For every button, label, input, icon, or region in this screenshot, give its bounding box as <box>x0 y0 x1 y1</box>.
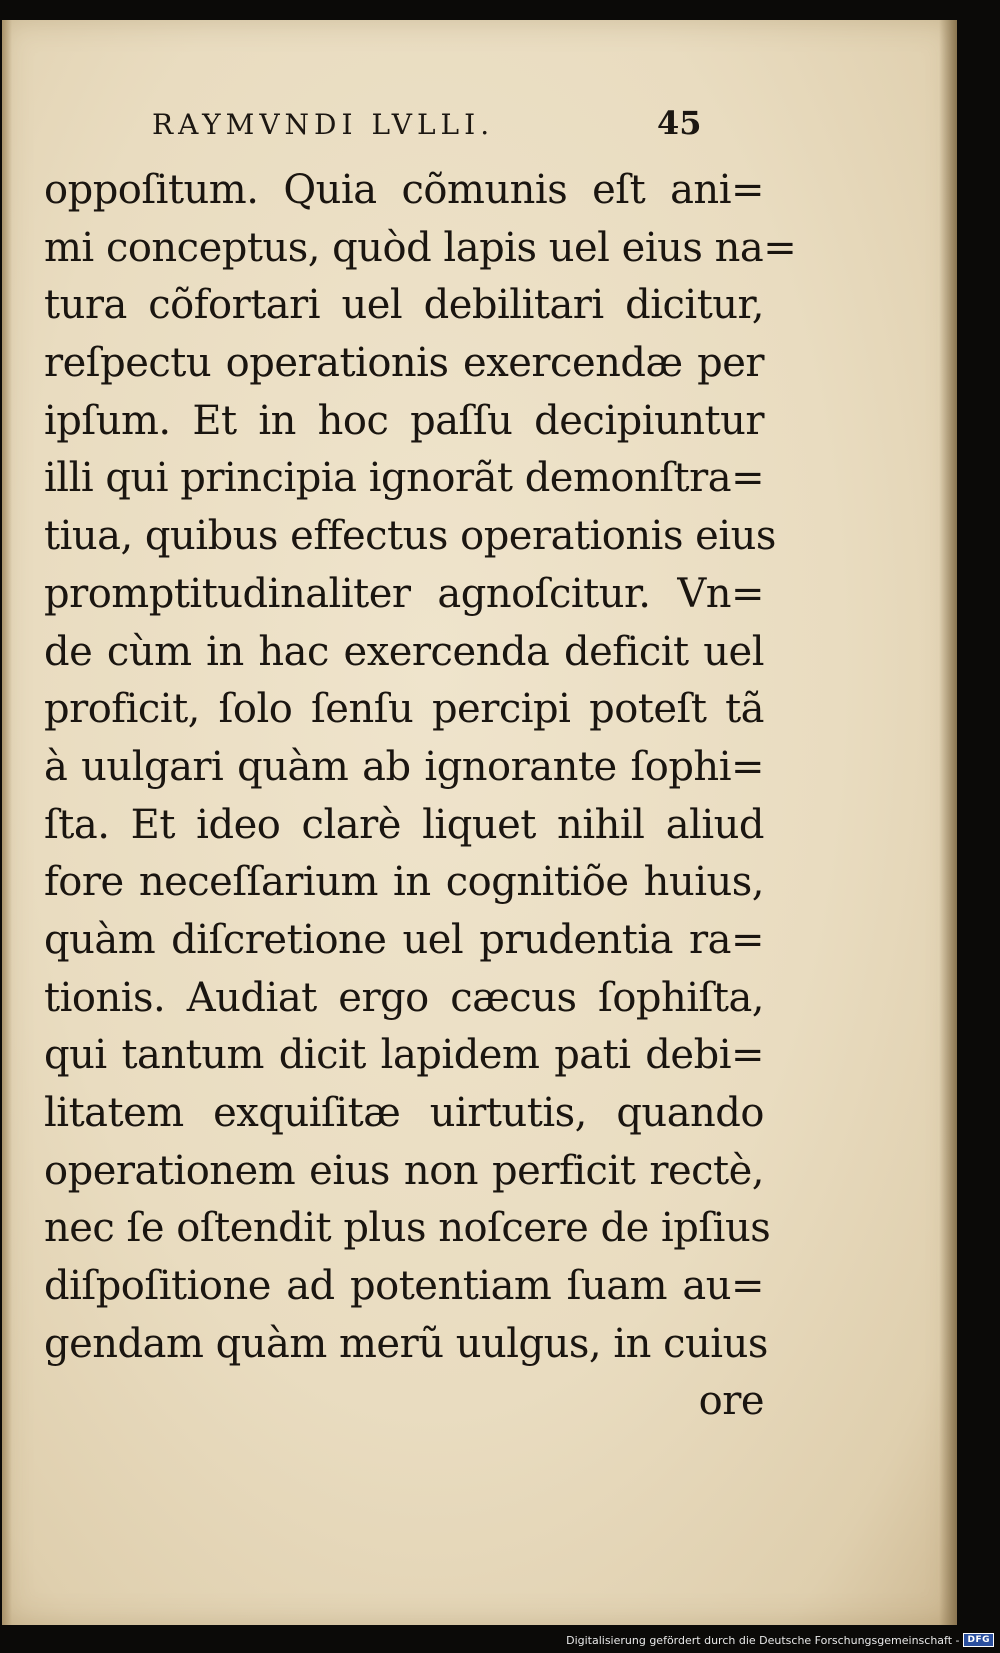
text-line: ipſum. Et in hoc paſſu decipiuntur <box>44 397 764 444</box>
text-line: promptitudinaliter agnoſcitur. Vn= <box>44 570 764 617</box>
credit-text: Digitalisierung gefördert durch die Deutsche Forschungsgemeinschaft - <box>566 1633 960 1647</box>
text-line: oppoſitum. Quia cõmunis eſt ani= <box>44 167 764 213</box>
left-page-edge <box>2 20 12 1625</box>
text-line: illi qui principia ignorãt demonſtra= <box>44 455 765 502</box>
text-line: qui tantum dicit lapidem pati debi= <box>44 1032 764 1079</box>
text-line: tura cõfortari uel debilitari dicitur, <box>44 282 764 329</box>
text-line: litatem exquiſitæ uirtutis, quando <box>44 1090 764 1136</box>
catchword: ore <box>698 1378 764 1425</box>
dfg-logo: DFG <box>963 1633 994 1647</box>
text-line: diſpoſitione ad potentiam ſuam au= <box>44 1263 764 1310</box>
digitization-credit <box>566 1631 994 1649</box>
text-line: tiua, quibus effectus operationis eius <box>44 513 776 560</box>
body-text <box>44 162 797 1431</box>
text-line: tionis. Audiat ergo cæcus ſophiſta, <box>44 974 764 1021</box>
text-line: gendam quàm merũ uulgus, in cuius <box>44 1320 768 1367</box>
text-line: fore neceſſarium in cognitiõe huius, <box>44 859 764 906</box>
page-number: 45 <box>657 104 702 142</box>
text-line: reſpectu operationis exercendæ per <box>44 340 764 387</box>
running-head-title: RAYMVNDI LVLLI. <box>152 108 495 141</box>
text-line: ſta. Et ideo clarè liquet nihil aliud <box>44 801 764 848</box>
text-line: operationem eius non perficit rectè, <box>44 1147 764 1194</box>
text-line: à uulgari quàm ab ignorante ſophi= <box>44 743 764 790</box>
text-line: de cùm in hac exercenda deficit uel <box>44 628 764 675</box>
text-line: nec ſe oſtendit plus noſcere de ipſius <box>44 1205 771 1252</box>
running-head <box>152 104 752 148</box>
text-line: quàm diſcretione uel prudentia ra= <box>44 916 764 963</box>
text-line: mi conceptus, quòd lapis uel eius na= <box>44 224 797 271</box>
right-page-edge <box>939 20 957 1625</box>
text-line: proficit, ſolo ſenſu percipi poteſt tã <box>44 686 764 733</box>
paper-leaf <box>2 20 957 1625</box>
